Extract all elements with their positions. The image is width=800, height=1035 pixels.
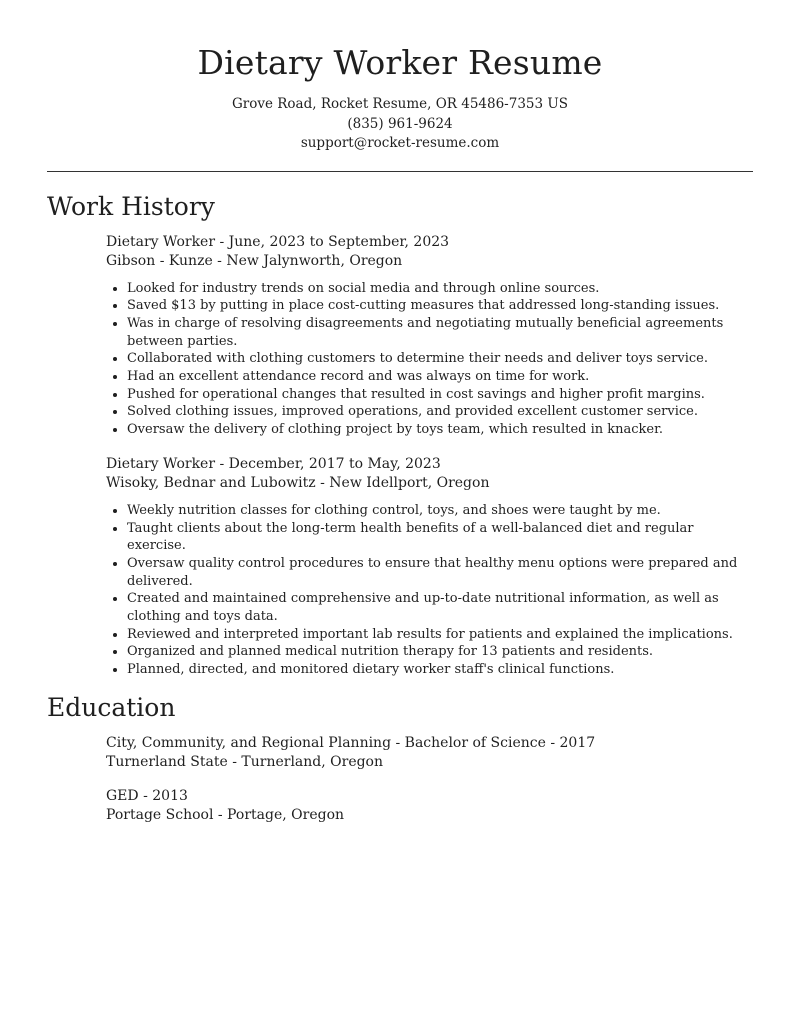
education-degree: GED - 2013 — [106, 787, 188, 804]
job-bullets — [106, 280, 753, 439]
job-bullet: • Organized and planned medical nutrition therapy for 13 patients and residents. — [127, 643, 753, 661]
education-school: Portage School - Portage, Oregon — [106, 807, 345, 824]
job-bullets — [106, 502, 753, 679]
work-history-list — [47, 233, 753, 679]
contact-email: support@rocket-resume.com — [300, 135, 500, 151]
job-employer-location: Wisoky, Bednar and Lubowitz - New Idellport, Oregon — [106, 475, 490, 492]
job-employer-location: Gibson - Kunze - New Jalynworth, Oregon — [106, 253, 403, 269]
resume-title: Dietary Worker Resume — [197, 43, 603, 82]
education-entry — [106, 787, 753, 826]
job-bullet: • Was in charge of resolving disagreements and negotiating mutually beneficial agreements between parties. — [127, 315, 753, 350]
job-entry — [106, 233, 753, 439]
job-entry — [106, 455, 753, 679]
job-bullet: • Pushed for operational changes that resulted in cost savings and higher profit margins. — [127, 386, 753, 404]
work-history-heading: Work History — [47, 191, 215, 221]
job-bullet: • Planned, directed, and monitored dietary worker staff's clinical functions. — [127, 661, 753, 679]
contact-phone: (835) 961-9624 — [347, 115, 453, 132]
contact-address: Grove Road, Rocket Resume, OR 45486-7353 US — [231, 96, 569, 112]
job-bullet: • Collaborated with clothing customers to determine their needs and deliver toys service. — [127, 350, 753, 368]
education-entry — [106, 734, 753, 773]
education-degree: City, Community, and Regional Planning - Bachelor of Science - 2017 — [106, 734, 596, 751]
job-title-dates: Dietary Worker - June, 2023 to September, 2023 — [106, 233, 450, 250]
education-school: Turnerland State - Turnerland, Oregon — [106, 754, 384, 771]
resume-header — [47, 0, 753, 154]
job-bullet: • Taught clients about the long-term health benefits of a well-balanced diet and regular exercise. — [127, 520, 753, 555]
job-bullet: • Created and maintained comprehensive and up-to-date nutritional information, as well as clothing and toys data. — [127, 590, 753, 625]
job-bullet: • Oversaw the delivery of clothing project by toys team, which resulted in knacker. — [127, 421, 753, 439]
job-bullet: • Looked for industry trends on social media and through online sources. — [127, 280, 753, 298]
header-divider — [47, 171, 753, 172]
job-bullet: • Weekly nutrition classes for clothing control, toys, and shoes were taught by me. — [127, 502, 753, 520]
education-heading: Education — [47, 692, 176, 722]
education-list — [47, 734, 753, 826]
job-bullet: • Oversaw quality control procedures to ensure that healthy menu options were prepared and delivered. — [127, 555, 753, 590]
job-bullet: • Saved $13 by putting in place cost-cutting measures that addressed long-standing issues. — [127, 297, 753, 315]
job-bullet: • Solved clothing issues, improved operations, and provided excellent customer service. — [127, 403, 753, 421]
job-bullet: • Reviewed and interpreted important lab results for patients and explained the implications. — [127, 626, 753, 644]
job-bullet: • Had an excellent attendance record and was always on time for work. — [127, 368, 753, 386]
contact-info — [47, 95, 753, 154]
job-title-dates: Dietary Worker - December, 2017 to May, 2023 — [106, 455, 441, 472]
